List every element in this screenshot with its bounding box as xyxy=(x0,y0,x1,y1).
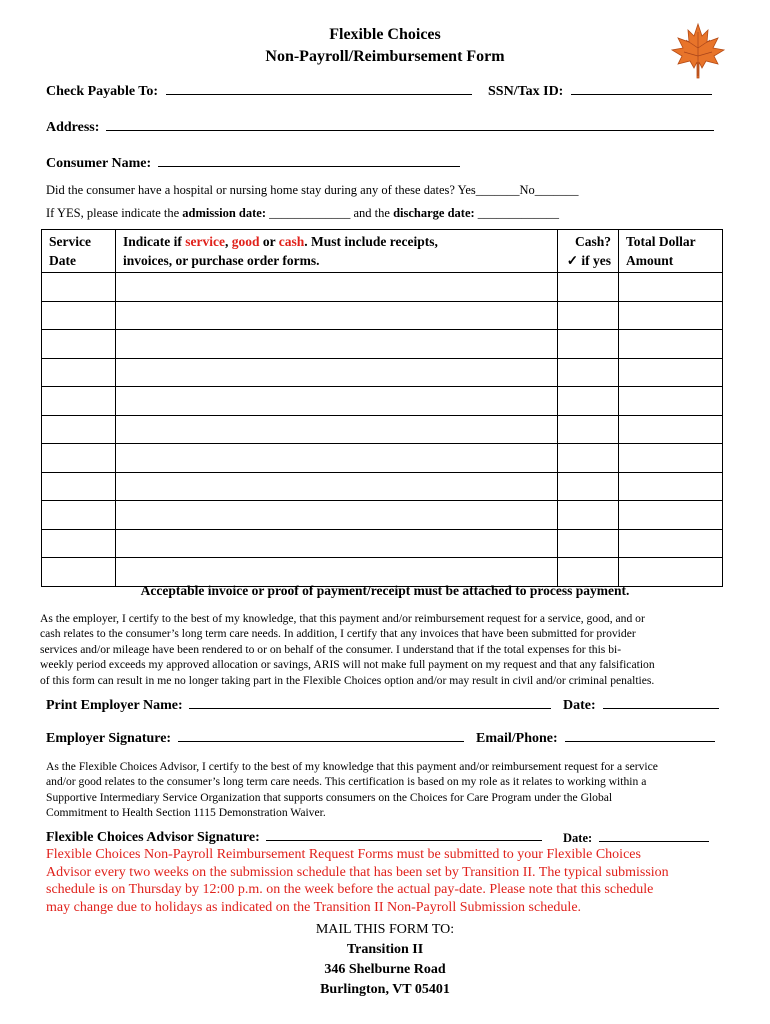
ssn-field[interactable] xyxy=(571,81,712,95)
service-date-cell[interactable] xyxy=(42,273,116,302)
service-date-cell[interactable] xyxy=(42,358,116,387)
table-row xyxy=(42,273,723,302)
form-title-line2: Non-Payroll/Reimbursement Form xyxy=(265,48,505,65)
cash-cell[interactable] xyxy=(558,558,619,587)
amount-cell[interactable] xyxy=(619,330,723,359)
table-row xyxy=(42,529,723,558)
consumer-name-field[interactable] xyxy=(158,153,460,167)
print-employer-name-label: Print Employer Name: xyxy=(46,698,183,713)
expense-table xyxy=(41,229,723,587)
table-row xyxy=(42,358,723,387)
check-payable-label: Check Payable To: xyxy=(46,84,159,99)
employer-date-label: Date: xyxy=(563,698,596,713)
description-cell[interactable] xyxy=(116,387,558,416)
employer-date-field[interactable] xyxy=(603,695,719,709)
address-field[interactable] xyxy=(106,117,714,131)
description-header: Indicate if service, good or cash. Must include receipts, invoices, or purchase order forms. xyxy=(116,230,558,273)
admission-discharge-line xyxy=(46,206,559,221)
address-label: Address: xyxy=(46,120,100,135)
table-row xyxy=(42,387,723,416)
table-row xyxy=(42,415,723,444)
cash-word: cash xyxy=(278,234,305,249)
employer-certification: As the employer, I certify to the best of my knowledge, that this payment and/or reimbursement request for a service, good, and or cash relates to the consumer’s long term care needs. In addition, I certify that any invoices that have been submitted for provider services and/or mileage have been rendered to or on behalf of the consumer. I understand that if the total expenses for this bi- weekly period exceeds my approved allocation or savings, ARIS will not make full payment on my request and that any falsification of this form can result in me no longer taking part in the Flexible Choices option and/or may result in civil and/or criminal penalties. xyxy=(40,612,655,687)
mail-address-block xyxy=(0,920,770,1000)
table-row xyxy=(42,501,723,530)
amount-cell[interactable] xyxy=(619,444,723,473)
cash-header: Cash? ✓ if yes xyxy=(558,230,619,273)
cash-cell[interactable] xyxy=(558,387,619,416)
cash-cell[interactable] xyxy=(558,415,619,444)
print-employer-name-field[interactable] xyxy=(189,695,551,709)
good-word: good xyxy=(231,234,260,249)
service-date-cell[interactable] xyxy=(42,472,116,501)
hospital-question: Did the consumer have a hospital or nursing home stay during any of these dates? Yes_______No_______ xyxy=(46,183,579,197)
amount-cell[interactable] xyxy=(619,273,723,302)
cash-cell[interactable] xyxy=(558,301,619,330)
service-date-cell[interactable] xyxy=(42,558,116,587)
ssn-label: SSN/Tax ID: xyxy=(488,84,564,99)
employer-signature-field[interactable] xyxy=(178,728,464,742)
mail-heading: MAIL THIS FORM TO: xyxy=(315,922,455,937)
description-cell[interactable] xyxy=(116,358,558,387)
employer-signature-label: Employer Signature: xyxy=(46,731,172,746)
email-phone-field[interactable] xyxy=(565,728,715,742)
service-date-cell[interactable] xyxy=(42,330,116,359)
form-title-line1: Flexible Choices xyxy=(329,26,441,43)
total-amount-header: Total Dollar Amount xyxy=(619,230,723,273)
table-row xyxy=(42,301,723,330)
and-the-text: and the xyxy=(353,206,390,220)
table-row xyxy=(42,330,723,359)
description-cell[interactable] xyxy=(116,273,558,302)
cash-cell[interactable] xyxy=(558,358,619,387)
cash-cell[interactable] xyxy=(558,273,619,302)
table-row xyxy=(42,472,723,501)
submission-notice: Flexible Choices Non-Payroll Reimbursement Request Forms must be submitted to your Flexible Choices Advisor every two weeks on the submission schedule that has been set by Transition II. The typical submission schedule is on Thursday by 12:00 p.m. on the week before the actual pay-date. Please note that this schedule may change due to holidays as indicated on the Transition II Non-Payroll Submission schedule. xyxy=(46,847,669,915)
service-date-cell[interactable] xyxy=(42,415,116,444)
amount-cell[interactable] xyxy=(619,558,723,587)
cash-cell[interactable] xyxy=(558,529,619,558)
description-cell[interactable] xyxy=(116,301,558,330)
service-date-cell[interactable] xyxy=(42,444,116,473)
description-cell[interactable] xyxy=(116,330,558,359)
amount-cell[interactable] xyxy=(619,529,723,558)
discharge-date-field[interactable]: _____________ xyxy=(477,206,560,220)
advisor-date-label: Date: xyxy=(563,831,593,845)
service-date-header: Service Date xyxy=(42,230,116,273)
cash-cell[interactable] xyxy=(558,472,619,501)
email-phone-label: Email/Phone: xyxy=(476,731,558,746)
amount-cell[interactable] xyxy=(619,387,723,416)
advisor-signature-label: Flexible Choices Advisor Signature: xyxy=(46,830,260,845)
maple-leaf-icon xyxy=(666,18,730,82)
amount-cell[interactable] xyxy=(619,501,723,530)
amount-cell[interactable] xyxy=(619,358,723,387)
description-cell[interactable] xyxy=(116,415,558,444)
service-date-cell[interactable] xyxy=(42,387,116,416)
advisor-certification: As the Flexible Choices Advisor, I certify to the best of my knowledge that this payment and/or reimbursement request for a service and/or good relates to the consumer’s long term care needs. This certification is based on my role as it relates to working within a Supportive Intermediary Service Organization that supports consumers on the Choices for Care Program under the Global Commitment to Health Section 1115 Demonstration Waiver. xyxy=(46,760,658,820)
cash-cell[interactable] xyxy=(558,444,619,473)
service-date-cell[interactable] xyxy=(42,529,116,558)
acceptable-note: Acceptable invoice or proof of payment/receipt must be attached to process payment. xyxy=(140,583,630,598)
description-cell[interactable] xyxy=(116,529,558,558)
description-cell[interactable] xyxy=(116,472,558,501)
service-word: service xyxy=(185,234,225,249)
description-cell[interactable] xyxy=(116,501,558,530)
admission-date-field[interactable]: _____________ xyxy=(269,206,351,220)
service-date-cell[interactable] xyxy=(42,301,116,330)
table-row xyxy=(42,444,723,473)
amount-cell[interactable] xyxy=(619,415,723,444)
if-yes-text: If YES, please indicate the xyxy=(46,206,180,220)
check-payable-field[interactable] xyxy=(166,81,472,95)
cash-cell[interactable] xyxy=(558,501,619,530)
mail-org: Transition II xyxy=(346,942,424,957)
description-cell[interactable] xyxy=(116,444,558,473)
description-cell[interactable] xyxy=(116,558,558,587)
consumer-name-label: Consumer Name: xyxy=(46,156,152,171)
amount-cell[interactable] xyxy=(619,301,723,330)
service-date-cell[interactable] xyxy=(42,501,116,530)
mail-street: 346 Shelburne Road xyxy=(324,962,446,977)
advisor-signature-field[interactable] xyxy=(266,827,542,841)
cash-cell[interactable] xyxy=(558,330,619,359)
mail-city: Burlington, VT 05401 xyxy=(320,982,450,997)
admission-date-label: admission date: xyxy=(182,206,266,220)
amount-cell[interactable] xyxy=(619,472,723,501)
table-header-row xyxy=(42,230,723,273)
advisor-date-field[interactable] xyxy=(599,828,709,842)
table-row xyxy=(42,558,723,587)
discharge-date-label: discharge date: xyxy=(393,206,475,220)
